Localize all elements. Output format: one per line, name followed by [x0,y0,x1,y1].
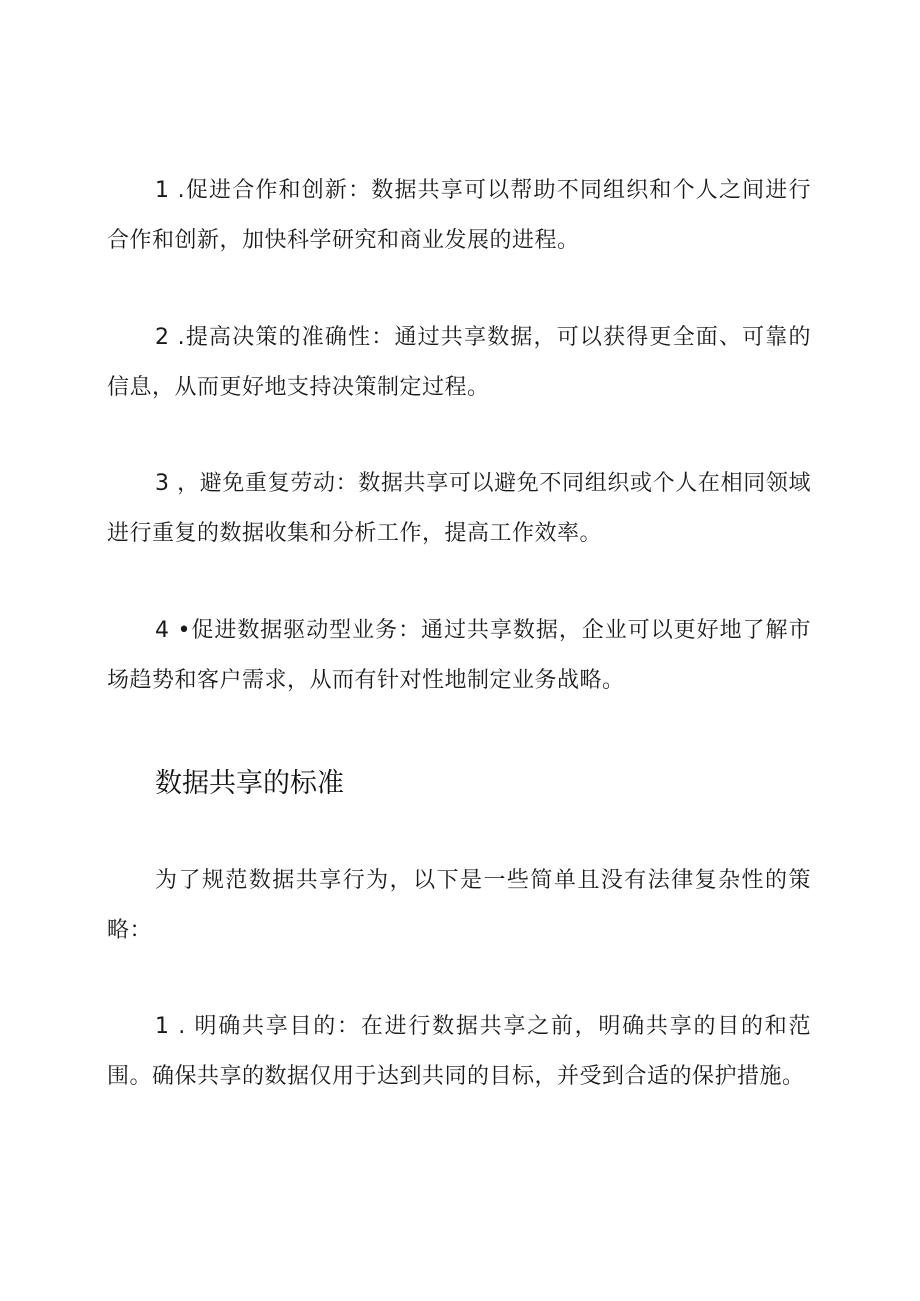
section-heading: 数据共享的标准 [155,768,344,799]
standard-item-1: 1 . 明确共享目的：在进行数据共享之前，明确共享的目的和范围。确保共享的数据仅用于达到共同的目标，并受到合适的保护措施。 [107,1014,811,1089]
benefit-item-4: 4 •促进数据驱动型业务：通过共享数据，企业可以更好地了解市场趋势和客户需求，从而有针对性地制定业务战略。 [107,618,811,693]
benefit-item-2: 2 .提高决策的准确性：通过共享数据，可以获得更全面、可靠的信息，从而更好地支持决策制定过程。 [107,325,811,400]
section-intro: 为了规范数据共享行为，以下是一些简单且没有法律复杂性的策略： [107,868,811,943]
benefit-item-1: 1 .促进合作和创新：数据共享可以帮助不同组织和个人之间进行合作和创新，加快科学研究和商业发展的进程。 [107,178,811,253]
benefit-item-3: 3 ，避免重复劳动：数据共享可以避免不同组织或个人在相同领域进行重复的数据收集和分析工作，提高工作效率。 [107,471,811,546]
